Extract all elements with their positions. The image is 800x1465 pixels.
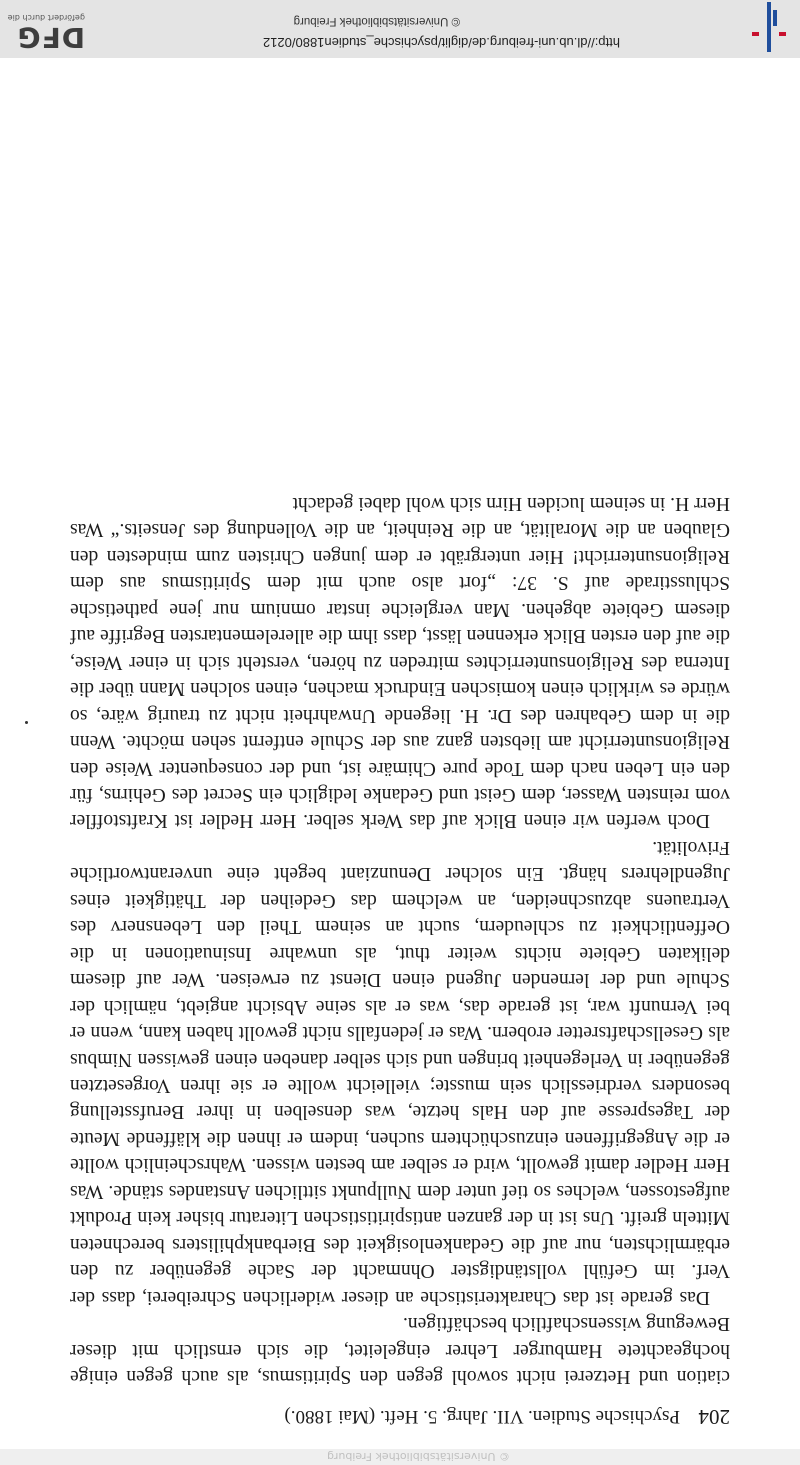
copyright-notice: © Universitätsbibliothek Freiburg (293, 15, 460, 27)
page-body (70, 490, 730, 1389)
page-number: 204 (698, 1405, 730, 1429)
source-url-link[interactable]: http://dl.ub.uni-freiburg.de/diglit/psychische_studien1880/0212 (262, 35, 620, 50)
paragraph-3: Doch werfen wir einen Blick auf das Werk selber. Herr Hedler ist Kraftstoffler vom reinsten Wasser, dem Geist und Gedanke lediglich ein Secret des Gehirns, für den ein Leben nach dem Tode pure Chimäre ist, und der consequenter Weise den Religionsunterricht am liebsten ganz aus der Schule entfernt sehen möchte. Wenn die in dem Gebahren des Dr. H. liegende Unwahrheit nicht zu traurig wäre, so würde es wirklich einen komischen Eindruck machen, einen solchen Mann über die Interna des Religionsunterrichtes mitreden zu hören, versteht sich in einer Weise, die auf den ersten Blick erkennen lässt, dass ihm die allerelementarsten Begriffe auf diesem Gebiete abgehen. Man vergleiche instar omnium nur jene pathetische Schlusstirade auf S. 37: „fort also auch mit dem Spiritismus aus dem Religionsunterricht! Hier untergräbt er dem jungen Christen zum mindesten den Glauben an die Moralität, an die Reinheit, an die Vollendung des Jenseits.“ Was Herr H. in seinem luciden Hirn sich wohl dabei gedacht (70, 493, 730, 832)
speck-mark (25, 721, 28, 724)
paragraph-1: ciation und Hetzerei nicht sowohl gegen den Spiritismus, als auch gegen einige hochgeachtete Hamburger Lehrer eingeleitet, die sich ernstlich mit dieser Bewegung wissenschaftlich beschäftigen. (70, 1313, 730, 1387)
dfg-logo (7, 8, 85, 54)
book-page (0, 58, 800, 1449)
dfg-logo-subtext: gefördert durch die (7, 13, 85, 22)
running-head: Psychische Studien. VII. Jahrg. 5. Heft. (Mai 1880.) (284, 1406, 680, 1427)
dfg-logo-text: DFG (16, 21, 85, 54)
previous-page-footer-strip (0, 1449, 800, 1465)
viewer-footer (0, 0, 800, 58)
paragraph-2: Das gerade ist das Charakteristische an dieser widerlichen Schreiberei, dass der Verf. im Gefühl vollständigster Ohnmacht der Sache gegenüber zu den erbärmlichsten, nur auf die Gedankenlosigkeit des Bierbankphilisters berechneten Mitteln greift. Uns ist in der ganzen antispiritistischen Literatur bisher kein Produkt aufgestossen, welches so tief unter dem Nullpunkt sittlichen Anstandes stände. Was Herr Hedler damit gewollt, wird er selber am besten wissen. Wahrscheinlich wollte er die Angegriffenen einzuschüchtern suchen, indem er ihnen die kläffende Meute der Tagespresse auf den Hals hetzte, was denselben in ihrer Berufsstellung besonders verdriesslich sein musste; vielleicht wollte er sie ihren Vorgesetzten gegenüber in Verlegenheit bringen und sich selber daneben einen gewissen Nimbus als Gesellschaftsretter erobern. Was er jedenfalls nicht gewollt haben kann, wenn er bei Vernunft war, ist gerade das, was er als seine Absicht angiebt, nämlich der Schule und der lernenden Jugend einen Dienst zu erweisen. Wer auf diesem delikaten Gebiete nichts weiter thut, als unwahre Insinuationen in die Oeffentlichkeit zu schleudern, sucht an seinem Theil den Lebensnerv des Vertrauens abzuschneiden, an welchem das Gedeihen der Thätigkeit eines Jugendlehrers hängt. Ein solcher Denunziant begeht eine unverantwortliche Frivolität. (70, 836, 730, 1308)
university-brand-icon (748, 2, 788, 52)
page-header (70, 1399, 730, 1429)
previous-page-copyright: © Universitätsbibliothek Freiburg (327, 1450, 510, 1463)
